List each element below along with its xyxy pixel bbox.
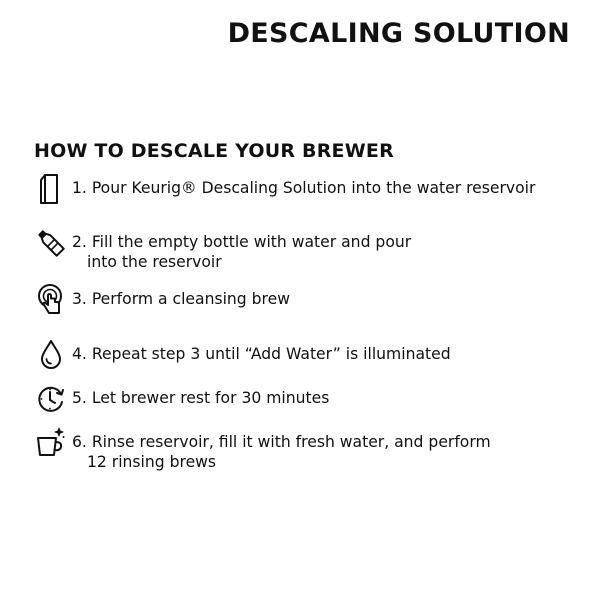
step-text-continued: 12 rinsing brews bbox=[87, 453, 217, 471]
water-drop-icon bbox=[34, 338, 68, 372]
section-heading: HOW TO DESCALE YOUR BREWER bbox=[34, 140, 394, 162]
touch-button-icon bbox=[34, 283, 68, 317]
step-text: 5. Let brewer rest for 30 minutes bbox=[72, 389, 330, 407]
timer-clock-icon bbox=[34, 382, 68, 416]
step-4 bbox=[34, 338, 580, 372]
step-text: 6. Rinse reservoir, fill it with fresh water, and perform bbox=[72, 433, 491, 451]
step-3 bbox=[34, 283, 580, 317]
step-text-continued: into the reservoir bbox=[87, 253, 222, 271]
step-5 bbox=[34, 382, 580, 416]
descaling-bottle-icon bbox=[34, 172, 68, 206]
step-text: 2. Fill the empty bottle with water and pour bbox=[72, 233, 412, 251]
step-1 bbox=[34, 172, 580, 206]
step-text: 1. Pour Keurig® Descaling Solution into the water reservoir bbox=[72, 179, 536, 197]
step-text: 4. Repeat step 3 until “Add Water” is illuminated bbox=[72, 345, 451, 363]
step-2 bbox=[34, 226, 580, 272]
sparkling-mug-icon bbox=[34, 426, 68, 460]
water-bottle-icon bbox=[34, 226, 68, 260]
step-6 bbox=[34, 426, 580, 472]
page-title: DESCALING SOLUTION bbox=[227, 18, 570, 49]
step-text: 3. Perform a cleansing brew bbox=[72, 290, 290, 308]
